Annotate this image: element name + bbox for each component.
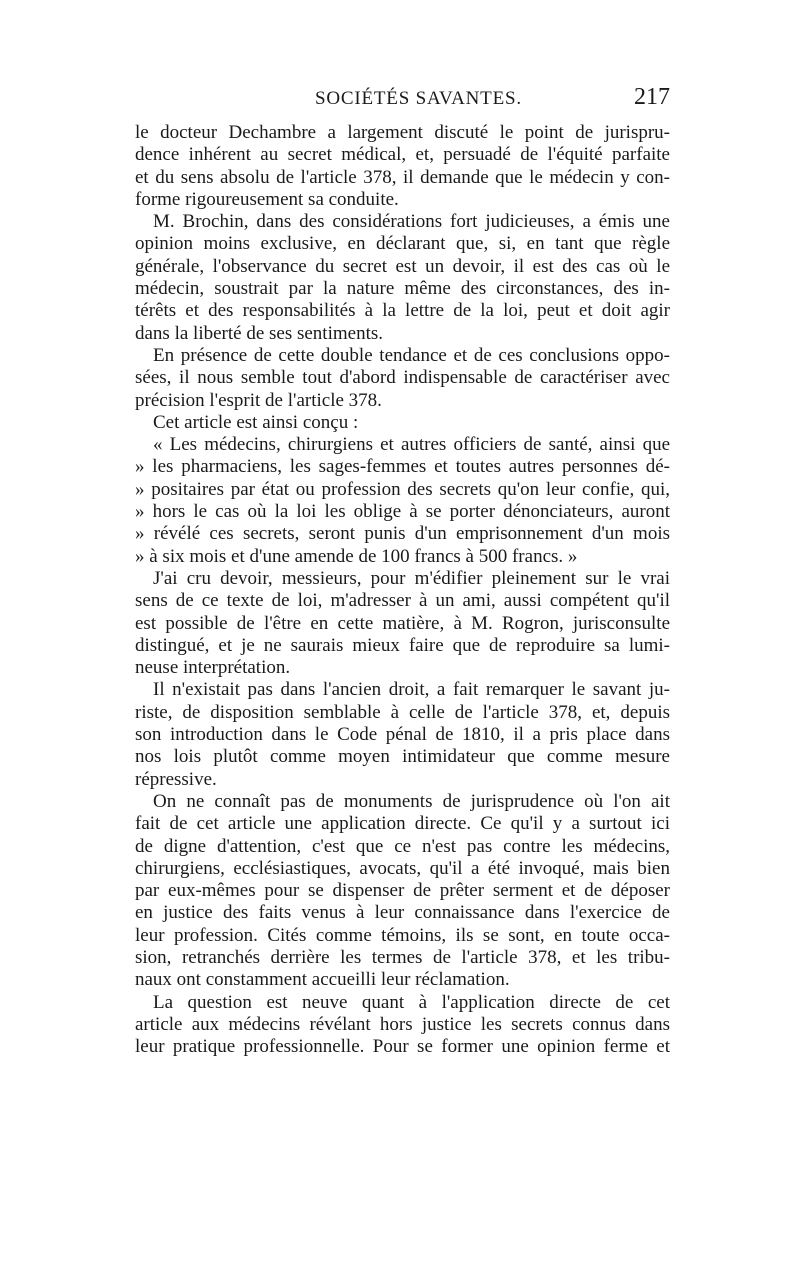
text-line: son introduction dans le Code pénal de 1810, il a pris place dans	[135, 724, 670, 746]
text-line: précision l'esprit de l'article 378.	[135, 389, 382, 411]
text-line: article aux médecins révélant hors justice les secrets connus dans	[135, 1013, 670, 1035]
body-text	[135, 122, 670, 1058]
text-line: neuse interprétation.	[135, 657, 291, 679]
text-line: En présence de cette double tendance et de ces conclusions oppo-	[153, 344, 670, 366]
text-line: dence inhérent au secret médical, et, persuadé de l'équité parfaite	[135, 144, 670, 166]
text-line: térêts et des responsabilités à la lettre de la loi, peut et doit agir	[135, 300, 670, 322]
text-line: de digne d'attention, c'est que ce n'est pas contre les médecins,	[135, 835, 670, 857]
text-line: » à six mois et d'une amende de 100 francs à 500 francs. »	[135, 545, 578, 567]
text-line: nos lois plutôt comme moyen intimidateur que comme mesure	[135, 746, 670, 768]
text-line: est possible de l'être en cette matière, à M. Rogron, jurisconsulte	[135, 612, 670, 634]
text-line: générale, l'observance du secret est un devoir, il est des cas où le	[135, 255, 670, 277]
text-line: » positaires par état ou profession des secrets qu'on leur confie, qui,	[135, 478, 670, 500]
text-line: » les pharmaciens, les sages-femmes et toutes autres personnes dé-	[135, 456, 670, 478]
text-line: répressive.	[135, 768, 217, 790]
text-line: le docteur Dechambre a largement discuté le point de jurispru-	[135, 122, 670, 143]
text-line: sées, il nous semble tout d'abord indispensable de caractériser avec	[135, 367, 670, 389]
text-line: médecin, soustrait par la nature même des circonstances, des in-	[135, 278, 670, 300]
text-line: La question est neuve quant à l'application directe de cet	[153, 991, 670, 1013]
text-line: On ne connaît pas de monuments de jurisprudence où l'on ait	[153, 790, 670, 812]
running-title: SOCIÉTÉS SAVANTES.	[315, 88, 522, 109]
text-line: leur pratique professionnelle. Pour se former une opinion ferme et	[135, 1036, 670, 1058]
text-line: dans la liberté de ses sentiments.	[135, 322, 383, 344]
text-line: en justice des faits venus à leur connaissance dans l'exercice de	[135, 902, 670, 924]
text-line: Cet article est ainsi conçu :	[153, 411, 359, 433]
page-header	[135, 84, 670, 118]
text-line: » hors le cas où la loi les oblige à se porter dénonciateurs, auront	[135, 501, 670, 523]
text-line: « Les médecins, chirurgiens et autres officiers de santé, ainsi que	[153, 434, 670, 456]
text-line: M. Brochin, dans des considérations fort judicieuses, a émis une	[153, 211, 670, 233]
text-line: sion, retranchés derrière les termes de l'article 378, et les tribu-	[135, 946, 670, 968]
text-line: distingué, et je ne saurais mieux faire que de reproduire sa lumi-	[135, 634, 670, 656]
text-line: et du sens absolu de l'article 378, il demande que le médecin y con-	[135, 166, 670, 188]
text-line: forme rigoureusement sa conduite.	[135, 188, 399, 210]
text-line: » révélé ces secrets, seront punis d'un emprisonnement d'un mois	[135, 523, 670, 545]
text-line: leur profession. Cités comme témoins, ils se sont, en toute occa-	[135, 924, 670, 946]
text-line: fait de cet article une application directe. Ce qu'il y a surtout ici	[135, 813, 670, 835]
page-number: 217	[634, 84, 670, 110]
text-line: opinion moins exclusive, en déclarant que, si, en tant que règle	[135, 233, 670, 255]
text-line: J'ai cru devoir, messieurs, pour m'édifier pleinement sur le vrai	[153, 567, 670, 589]
text-line: sens de ce texte de loi, m'adresser à un ami, aussi compétent qu'il	[135, 590, 670, 612]
text-line: par eux-mêmes pour se dispenser de prêter serment et de déposer	[135, 880, 670, 902]
text-line: naux ont constamment accueilli leur réclamation.	[135, 969, 510, 991]
text-line: chirurgiens, ecclésiastiques, avocats, qu'il a été invoqué, mais bien	[135, 857, 670, 879]
text-line: riste, de disposition semblable à celle de l'article 378, et, depuis	[135, 701, 670, 723]
text-line: Il n'existait pas dans l'ancien droit, a fait remarquer le savant ju-	[153, 679, 670, 701]
